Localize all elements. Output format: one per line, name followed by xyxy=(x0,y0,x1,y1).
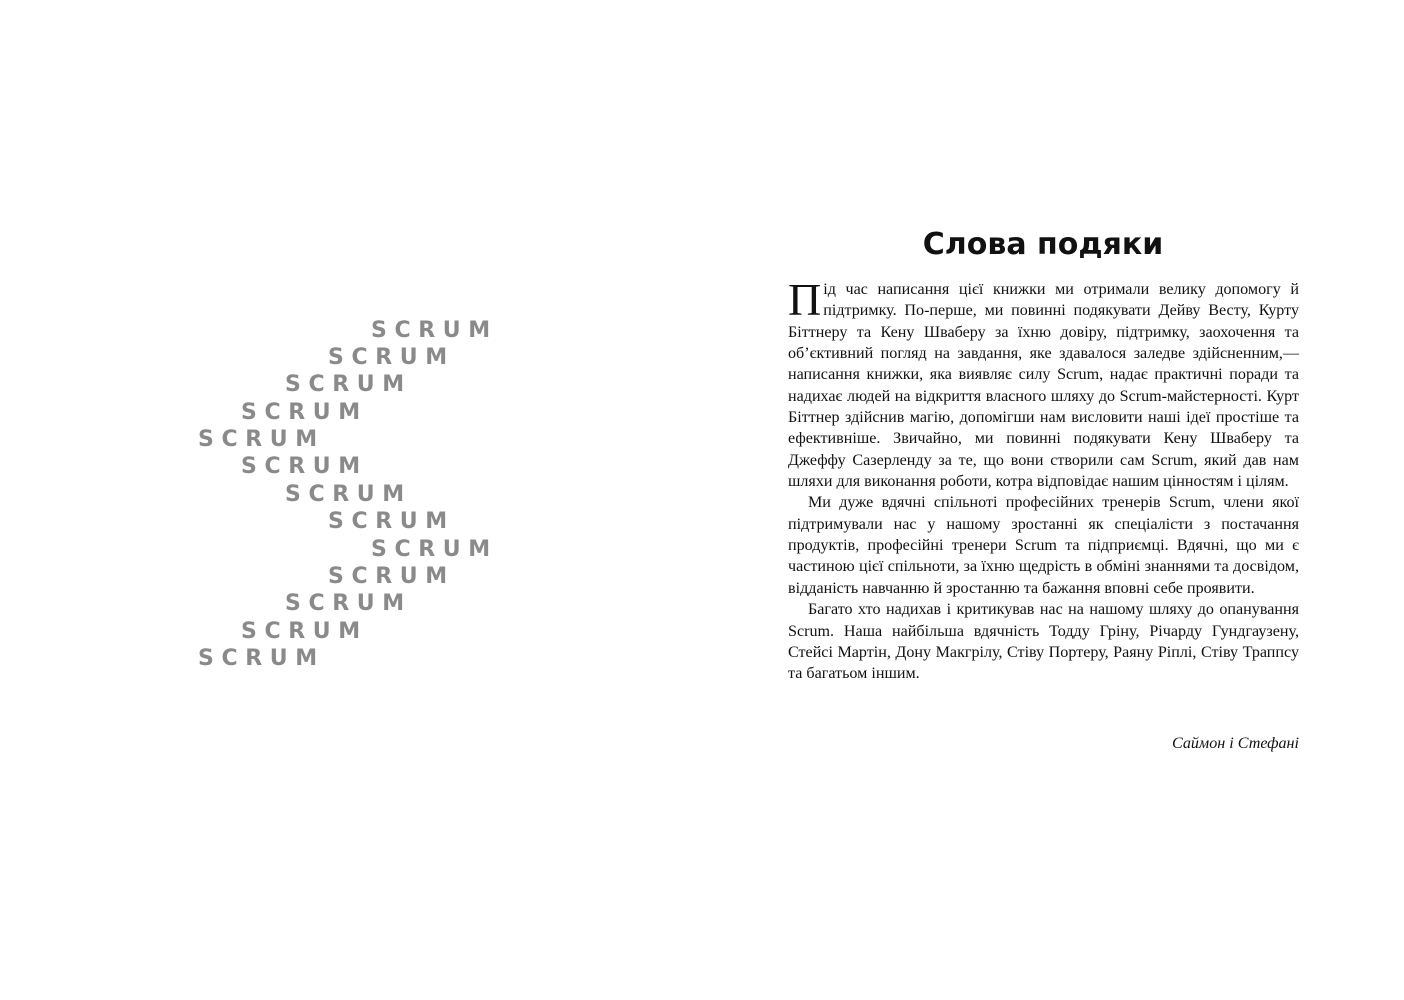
acknowledgements-body xyxy=(788,274,1299,685)
scrum-decoration-word: SCRUM xyxy=(328,509,455,534)
paragraph: Багато хто надихав і критикував нас на нашому шляху до опанування Scrum. Наша найбільша вдячність Тодду Гріну, Річарду Гундгаузену, Стейсі Мартін, Дону Макгрілу, Стіву Портеру, Раяну Ріплі, Стіву Траппсу та багатьом іншим. xyxy=(788,601,1299,683)
scrum-decoration-word: SCRUM xyxy=(241,619,368,644)
scrum-decoration-word: SCRUM xyxy=(371,537,498,562)
scrum-decoration-word: SCRUM xyxy=(285,372,412,397)
signature: Саймон і Стефані xyxy=(1171,735,1299,752)
paragraph: Ми дуже вдячні спільноті професійних тренерів Scrum, члени якої підтримували нас у нашому зростанні як спеціалісти з постачання продуктів, професійні тренери Scrum та підприємці. Вдячні, що ми є частиною цієї спільноти, за їхню щедрість в обміні знаннями та досвідом, відданість навчанню й зростанню та бажання вповні себе проявити. xyxy=(788,494,1299,597)
scrum-decoration-word: SCRUM xyxy=(198,646,325,671)
scrum-decoration-word: SCRUM xyxy=(241,454,368,479)
page-title: Слова подяки xyxy=(922,227,1164,262)
scrum-decoration-word: SCRUM xyxy=(285,482,412,507)
right-page xyxy=(702,0,1404,1000)
scrum-decoration-word: SCRUM xyxy=(371,318,498,343)
scrum-decoration-word: SCRUM xyxy=(198,427,325,452)
drop-cap: П xyxy=(788,274,822,325)
paragraph xyxy=(788,274,1299,492)
scrum-decoration-word: SCRUM xyxy=(328,345,455,370)
paragraph-text: ід час написання цієї книжки ми отримали велику допомогу й підтримку. По-перше, ми повинні подякувати Дейву Весту, Курту Біттнеру та Кену Шваберу за їхню довіру, підтримку, заохочення та об’єктивний погляд на завдання, яке здавалося заледве здійсненним,— написання книжки, яка виявляє силу Scrum, надає практичні поради та надихає людей на відкриття власного шляху до Scrum-майстерності. Курт Біттнер здійснив магію, допомігши нам висловити наші ідеї простіше та ефективніше. Звичайно, ми повинні подякувати Кену Шваберу та Джеффу Сазерленду за те, що вони створили сам Scrum, який дав нам шляхи для виконання роботи, котра відповідає нашим цінностям і цілям. xyxy=(788,281,1299,491)
scrum-decoration-word: SCRUM xyxy=(285,591,412,616)
scrum-decoration-word: SCRUM xyxy=(241,400,368,425)
scrum-decoration-word: SCRUM xyxy=(328,564,455,589)
